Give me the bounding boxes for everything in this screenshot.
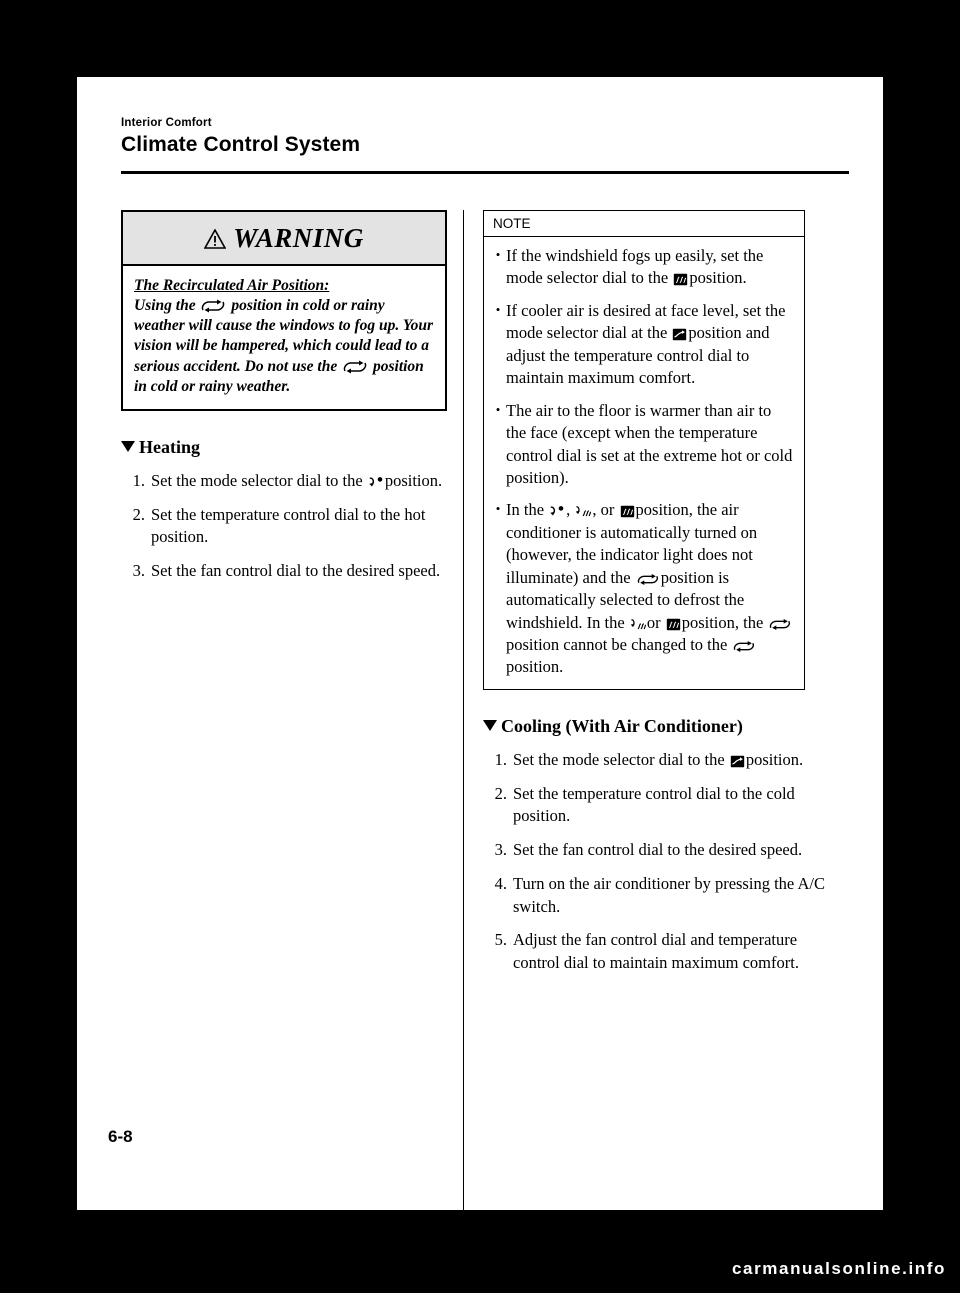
- cooling-steps: [483, 749, 835, 975]
- warning-text-2: position in cold or rainy weather will cause the windows to fog up. Your vision will be hampered, which could lead to a serious accident. Do not use the: [134, 297, 434, 375]
- floor-defrost-vent-icon-2: [630, 618, 646, 631]
- list-item: [490, 245, 794, 290]
- triangle-bullet-icon: [121, 441, 135, 452]
- note-item-f: or: [646, 612, 661, 632]
- floor-vent-icon: [368, 476, 384, 489]
- list-item: [121, 504, 473, 550]
- note-item-text: [506, 245, 794, 290]
- note-list: [490, 245, 794, 679]
- triangle-bullet-icon: [483, 720, 497, 731]
- warning-triangle-icon: [204, 229, 226, 249]
- bullet-icon: •: [495, 301, 501, 317]
- step-text-pre: Set the mode selector dial to the: [151, 470, 363, 490]
- warning-header-inner: [204, 223, 364, 254]
- step-number: 5.: [494, 930, 507, 950]
- defrost-vent-icon: [673, 273, 688, 286]
- note-item-pre: If the windshield fogs up easily, set the mode selector dial to the: [506, 246, 764, 288]
- note-item-post: position.: [689, 268, 747, 288]
- step-number: 2.: [132, 504, 145, 524]
- heating-title: Heating: [139, 436, 200, 457]
- list-item: [490, 300, 794, 390]
- note-box: [483, 210, 805, 690]
- note-item-i: position.: [506, 657, 564, 677]
- note-title: NOTE: [484, 211, 804, 237]
- note-item-h: position cannot be changed to the: [506, 635, 728, 654]
- list-item: [483, 783, 835, 829]
- note-item-text: [506, 499, 794, 679]
- warning-body: [123, 266, 445, 409]
- note-item-pre: If cooler air is desired at face level, set the mode selector dial at the: [506, 300, 786, 343]
- heating-steps: [121, 470, 473, 583]
- note-body: [484, 237, 804, 689]
- warning-header: [123, 212, 445, 266]
- manual-page: [77, 77, 883, 1210]
- note-item-e: position is automatically selected to defrost the windshield. In the: [506, 567, 745, 632]
- list-item: [483, 873, 835, 919]
- recirculated-air-icon: [200, 299, 226, 313]
- list-item: [121, 470, 473, 493]
- recirculated-air-icon-2: [342, 360, 368, 374]
- step-number: 3.: [494, 840, 507, 860]
- fresh-air-icon: [636, 573, 660, 586]
- heating-heading: [121, 437, 473, 458]
- step-text-post: position.: [384, 470, 443, 490]
- face-vent-icon: [672, 328, 687, 341]
- note-item-text: The air to the floor is warmer than air to the face (except when the temperature control dial is set at the extreme hot or cold position).: [506, 400, 793, 487]
- defrost-vent-icon-2: [666, 618, 681, 631]
- page-header: [121, 117, 841, 157]
- note-item-b: ,: [566, 500, 571, 520]
- step-text: Adjust the fan control dial and temperature control dial to maintain maximum comfort.: [513, 930, 799, 973]
- face-vent-icon-2: [730, 755, 745, 768]
- step-number: 2.: [494, 783, 507, 803]
- step-number: 1.: [132, 470, 145, 490]
- header-divider: [121, 171, 849, 174]
- bullet-icon: •: [495, 401, 501, 417]
- cooling-heading: [483, 716, 835, 737]
- warning-text-1: Using the: [134, 297, 196, 315]
- right-column: [483, 210, 835, 986]
- list-item: [483, 839, 835, 862]
- list-item: [490, 499, 794, 679]
- bullet-icon: •: [495, 501, 501, 517]
- page-title: Climate Control System: [121, 133, 361, 156]
- step-text: Set the fan control dial to the desired speed.: [151, 561, 441, 581]
- step-number: 3.: [132, 561, 145, 581]
- note-item-c: , or: [592, 500, 615, 520]
- note-item-text: [506, 300, 794, 390]
- cooling-title: Cooling (With Air Conditioner): [501, 715, 743, 736]
- step-text: Set the temperature control dial to the hot position.: [151, 504, 426, 547]
- floor-defrost-vent-icon: [575, 505, 591, 518]
- watermark: carmanualsonline.info: [731, 1259, 946, 1278]
- list-item: [121, 560, 473, 583]
- defrost-vent-icon: [620, 505, 635, 518]
- note-item-d: position, the air conditioner is automatically turned on (however, the indicator light does not illuminate) and the: [506, 500, 758, 587]
- step-text-post: position.: [745, 749, 804, 769]
- list-item: [490, 400, 794, 490]
- note-item-a: In the: [506, 500, 545, 520]
- recirculated-air-icon-3: [732, 640, 756, 653]
- warning-heading: The Recirculated Air Position:: [134, 277, 330, 294]
- step-text-pre: Set the mode selector dial to the: [513, 749, 725, 769]
- note-item-post: position and adjust the temperature control dial to maintain maximum comfort.: [506, 323, 770, 388]
- section-kicker: Interior Comfort: [121, 117, 212, 129]
- step-number: 4.: [494, 873, 507, 893]
- floor-vent-icon: [549, 505, 565, 518]
- fresh-air-icon-2: [768, 618, 792, 631]
- step-text: Set the fan control dial to the desired speed.: [513, 840, 803, 860]
- left-column: [121, 210, 473, 594]
- step-text: [151, 470, 473, 493]
- list-item: [483, 749, 835, 772]
- step-number: 1.: [494, 749, 507, 769]
- step-text: Set the temperature control dial to the cold position.: [513, 783, 795, 826]
- warning-text-3: position in cold or rainy weather.: [134, 357, 424, 395]
- note-item-g: position, the: [681, 612, 764, 632]
- bullet-icon: •: [495, 247, 501, 262]
- warning-label: WARNING: [233, 223, 364, 253]
- page-number: 6-8: [108, 1127, 133, 1146]
- step-text: Turn on the air conditioner by pressing the A/C switch.: [513, 873, 825, 916]
- step-text: [513, 749, 835, 772]
- warning-box: [121, 210, 447, 411]
- list-item: [483, 929, 835, 975]
